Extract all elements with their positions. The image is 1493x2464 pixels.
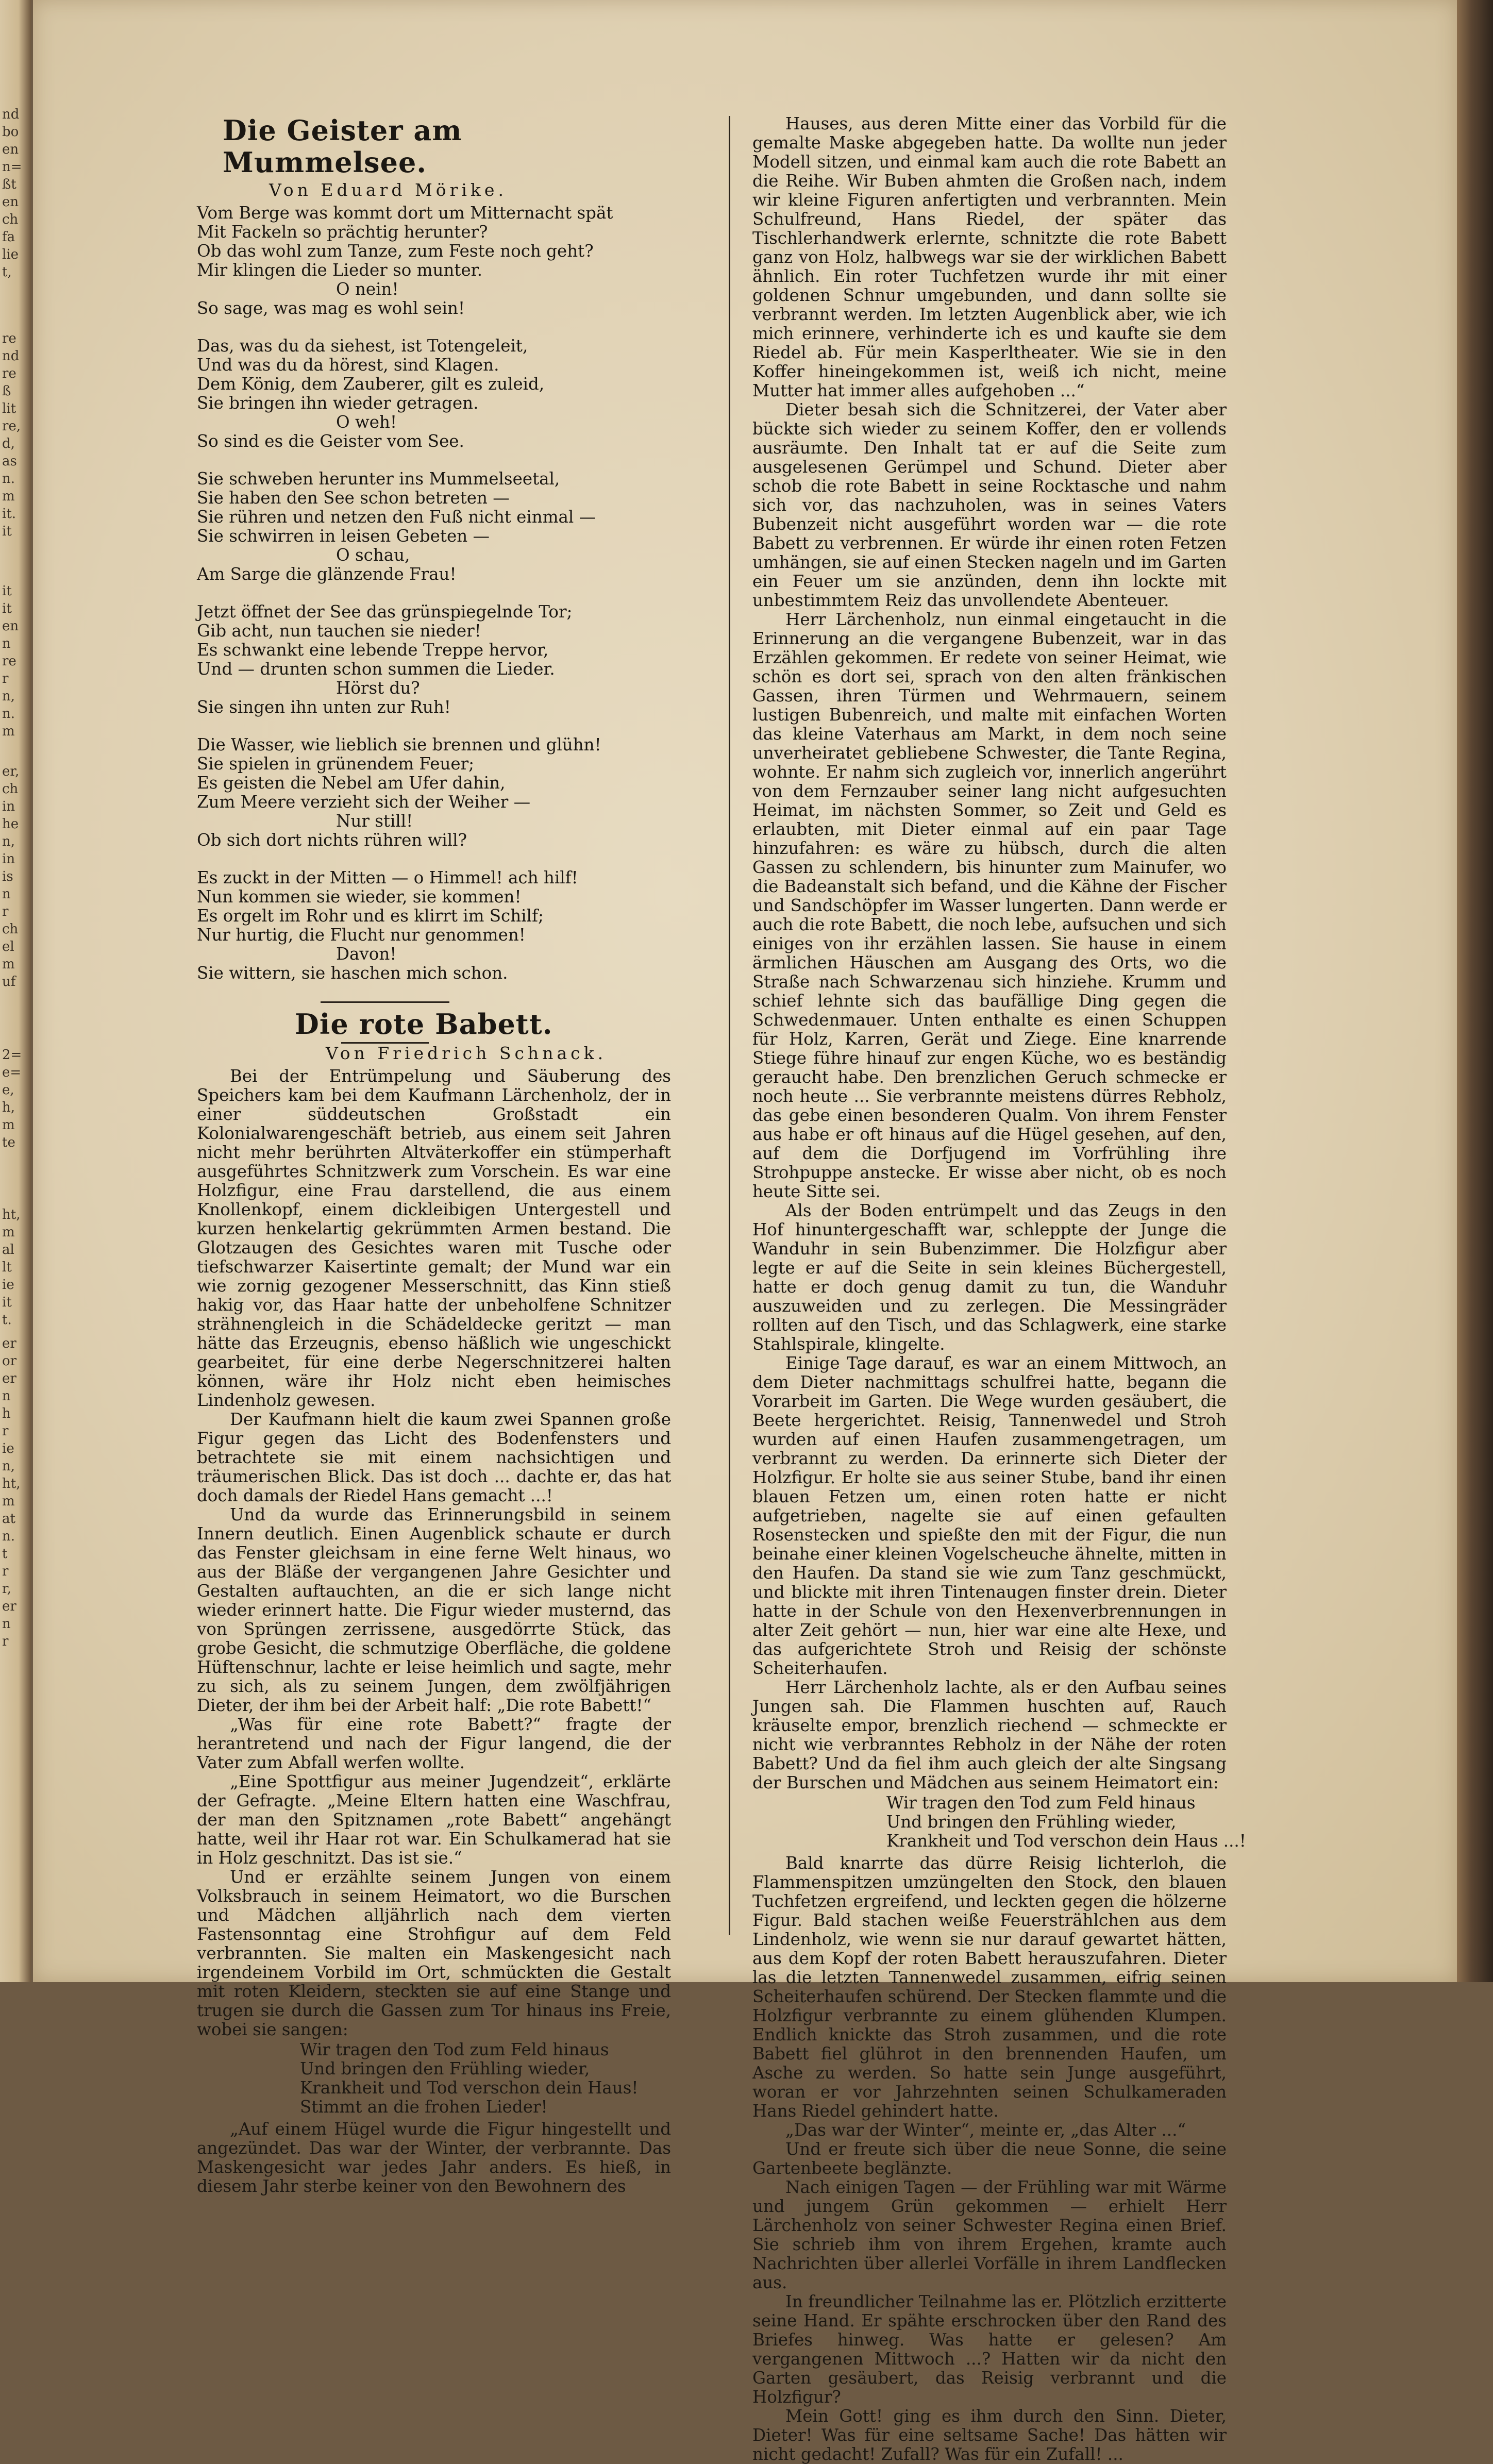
story-paragraph: In freundlicher Teilnahme las er. Plötzlich erzitterte seine Hand. Er spähte erschrocken über den Rand des Briefes hinweg. Was hatte er gelesen? Am vergangenen Mittwoch ...? Hatten wir da nicht den Garten gesäubert, das Reisig verbrannt und die Holzfigur?: [752, 2292, 1227, 2407]
verse-line: Krankheit und Tod verschon dein Haus!: [300, 2078, 639, 2098]
edge-fragment: ht, m al lt ie it t.: [2, 1207, 21, 1328]
poem-line: Sie schwirren in leisen Gebeten —: [197, 526, 490, 546]
story-paragraph: Als der Boden entrümpelt und das Zeugs in den Hof hinuntergeschafft war, schleppte der Junge die Wanduhr in sein Bubenzimmer. Die Holzfigur aber legte er auf die Seite in sein kleines Büchergestell, hatte er doch genug damit zu tun, die Wanduhr auszuweiden und zu zerlegen. Die Messingräder rollten auf den Tisch, und das Schlagwerk, eine starke Stahlspirale, klingelte.: [752, 1201, 1227, 1354]
story-paragraph: Herr Lärchenholz, nun einmal eingetaucht in die Erinnerung an die vergangene Bubenzeit, war in das Erzählen gekommen. Er redete von seiner Heimat, wie schön es dort sei, sprach von den alten fränkischen Gassen, ihren Türmen und Wehrmauern, seinem lustigen Bubenreich, und malte mit einfachen Worten das kleine Vaterhaus am Markt, in dem noch seine unverheiratet gebliebene Schwester, die Tante Regina, wohnte. Er nahm sich zugleich vor, innerlich angerührt von dem Fernzauber seiner lang nicht aufgesuchten Heimat, im nächsten Sommer, so Zeit und Geld es erlaubten, mit Dieter einmal auf ein paar Tage hinzufahren: es wäre zu hübsch, durch die alten Gassen zu schlendern, bis hinunter zum Mainufer, wo die Badeanstalt sich befand, und die Kähne der Fischer und Sandschöpfer im Wasser lungerten. Dann werde er auch die rote Babett, die noch lebe, aufsuchen und sich einiges von ihr erzählen lassen. Sie hause in einem ärmlichen Häuschen am Ausgang des Orts, wo die Straße nach Schwarzenau sich hinziehe. Krumm und schief lehnte sich das baufällige Ding gegen die Schwedenmauer. Unten enthalte es einen Schuppen für Holz, Karren, Gerät und Ziege. Eine knarrende Stiege führe hinauf zur engen Küche, wo es beständig geraucht habe. Den brenzlichen Geruch schmecke er noch heute ... Sie verbrannte meistens dürres Rebholz, das gebe einen besonderen Qualm. Von ihrem Fenster aus habe er oft hinaus auf die Hügel gesehen, auf den, auf dem die Dorfjugend im Vorfrühling ihre Strohpuppe anstecke. Er wisse aber nicht, ob es noch heute Sitte sei.: [752, 610, 1227, 1201]
poem-byline: Von Eduard Mörike.: [269, 180, 507, 200]
poem-line: Ob das wohl zum Tanze, zum Feste noch geht?: [197, 241, 594, 261]
story-paragraph: Nach einigen Tagen — der Frühling war mit Wärme und jungem Grün gekommen — erhielt Herr Lärchenholz von seiner Schwester Regina einen Brief. Sie schrieb ihm von ihrem Ergehen, kramte auch Nachrichten über allerlei Vorfälle in ihrem Landflecken aus.: [752, 2177, 1227, 2292]
story-paragraph: Mein Gott! ging es ihm durch den Sinn. Dieter, Dieter! Was für eine seltsame Sache! Das hätten wir nicht gedacht! Zufall? Was für ein Zufall! ...: [752, 2406, 1227, 2464]
adjacent-page-strip: [0, 0, 31, 1982]
poem-stanza: [197, 470, 671, 584]
story-title: Die rote Babett.: [295, 1008, 553, 1041]
poem-refrain: O schau,: [336, 545, 410, 565]
poem-line: Dem König, dem Zauberer, gilt es zuleid,: [197, 374, 545, 394]
folk-song-verse: [300, 2040, 671, 2117]
story-paragraph: „Auf einem Hügel wurde die Figur hingestellt und angezündet. Das war der Winter, der verbrannte. Das Maskengesicht war jedes Jahr anders. Es hieß, in diesem Jahr sterbe keiner von den Bewohnern des: [197, 2119, 671, 2196]
poem-line: Und was du da hörest, sind Klagen.: [197, 355, 499, 375]
verse-line: Krankheit und Tod verschon dein Haus ...!: [886, 1831, 1246, 1851]
poem-title: Die Geister am Mummelsee.: [223, 114, 462, 179]
poem-refrain: Nur still!: [336, 811, 413, 831]
poem-stanza: [197, 204, 671, 318]
poem-refrain: Davon!: [336, 944, 397, 964]
poem-closing-line: Am Sarge die glänzende Frau!: [197, 564, 457, 584]
poem-stanza: [197, 602, 671, 717]
story-paragraph: Dieter besah sich die Schnitzerei, der Vater aber bückte sich wieder zu seinem Koffer, den er vollends ausräumte. Den Inhalt tat er auf die Seite zum ausgelesenen Gerümpel und Schund. Dieter aber schob die rote Babett in seine Rocktasche und nahm sich vor, das nachzuholen, was in seines Vaters Bubenzeit nicht ausgeführt worden war — die rote Babett zu verbrennen. Er würde ihr einen roten Fetzen umhängen, sie auf einen Stecken nageln und im Garten ein Feuer um sie anzünden, denn ihn lockte mit unbestimmtem Reiz das unvollendete Abenteuer.: [752, 400, 1227, 610]
story-paragraph: Und er freute sich über die neue Sonne, die seine Gartenbeete beglänzte.: [752, 2139, 1227, 2178]
poem-line: Es schwankt eine lebende Treppe hervor,: [197, 640, 549, 660]
story-paragraph: Und da wurde das Erinnerungsbild in seinem Innern deutlich. Einen Augenblick schaute er durch das Fenster gleichsam in eine ferne Welt hinaus, wo aus der Bläße der vergangenen Jahre Gesichter und Gestalten auftauchten, an die er sich lange nicht wieder erinnert hatte. Die Figur wieder musternd, das von Sprüngen zerrissene, ausgedörrte Stück, das grobe Gesicht, die schmutzige Oberfläche, die goldene Hüftenschnur, lachte er leise heimlich und sagte, mehr zu sich, als zu seinem Jungen, dem zwölfjährigen Dieter, der ihm bei der Arbeit half: „Die rote Babett!“: [197, 1505, 671, 1715]
verse-line: Und bringen den Frühling wieder,: [886, 1812, 1177, 1832]
edge-fragment: er or er n h r ie n, ht, m at n. t r r, er n r: [2, 1336, 21, 1649]
poem-closing-line: So sind es die Geister vom See.: [197, 431, 464, 451]
poem-refrain: Hörst du?: [336, 678, 420, 698]
poem-line: Das, was du da siehest, ist Totengeleit,: [197, 336, 528, 356]
poem-line: Sie schweben herunter ins Mummelseetal,: [197, 469, 560, 489]
poem-closing-line: So sage, was mag es wohl sein!: [197, 298, 465, 318]
story-body-right-end: [752, 1854, 1227, 2464]
edge-fragment: it it en n re r n, n. m: [2, 583, 19, 739]
poem-line: Es zuckt in der Mitten — o Himmel! ach hilf!: [197, 868, 578, 887]
poem-body: [197, 204, 671, 983]
story-body-right: [752, 114, 1227, 1792]
story-paragraph: Hauses, aus deren Mitte einer das Vorbild für die gemalte Maske abgegeben hatte. Da wollte nun jeder Modell sitzen, und einmal kam auch die rote Babett an die Reihe. Wir Buben ahmten die Großen nach, indem wir kleine Figuren anfertigten und verbrannten. Mein Schulfreund, Hans Riedel, der später das Tischlerhandwerk erlernte, schnitzte die rote Babett ganz von Holz, halbwegs war sie der wirklichen Babett ähnlich. Ein roter Tuchfetzen wurde ihr mit einer goldenen Schnur umgebunden, und dann sollte sie verbrannt werden. Im letzten Augenblick aber, wie ich mich erinnere, verhinderte ich es und kaufte sie dem Riedel ab. Für mein Kasperltheater. Wie sie in den Koffer hineingekommen ist, weiß ich nicht, meine Mutter hat immer alles aufgehoben ...“: [752, 114, 1227, 400]
edge-fragment: re nd re ß lit re, d, as n. m it. it: [2, 331, 21, 539]
poem-stanza: [197, 868, 671, 983]
verse-line: Wir tragen den Tod zum Feld hinaus: [886, 1793, 1196, 1813]
story-paragraph: Bald knarrte das dürre Reisig lichterloh, die Flammenspitzen umzüngelten den Stock, den blauen Tuchfetzen ergreifend, und leckten gegen die hölzerne Figur. Bald stachen weiße Feuerstrählchen aus dem Lindenholz, wie wenn sie nur darauf gewartet hätten, aus dem Kopf der roten Babett herauszufahren. Dieter las die letzten Tannenwedel zusammen, eifrig seinen Scheiterhaufen schürend. Der Stecken flammte und die Holzfigur verbrannte zu einem glühenden Klumpen. Endlich knickte das Stroh zusammen, und die rote Babett fiel glührot in den brennenden Haufen, um Asche zu werden. So hatte sein Junge ausgeführt, woran er vor Jahrzehnten seinen Schulkameraden Hans Riedel gehindert hatte.: [752, 1853, 1227, 2121]
right-column: [752, 114, 1246, 2464]
poem-line: Es orgelt im Rohr und es klirrt im Schilf;: [197, 906, 544, 926]
poem-line: Sie haben den See schon betreten —: [197, 488, 510, 508]
poem-line: Sie bringen ihn wieder getragen.: [197, 393, 479, 413]
poem-line: Nun kommen sie wieder, sie kommen!: [197, 887, 522, 907]
edge-fragment: nd bo en n= ßt en ch fa lie t,: [2, 107, 22, 280]
poem-line: Und — drunten schon summen die Lieder.: [197, 659, 555, 679]
column-divider: [729, 116, 730, 1935]
story-paragraph: Der Kaufmann hielt die kaum zwei Spannen große Figur gegen das Licht des Bodenfensters und betrachtete sie mit einem nachsichtigen und träumerischen Blick. Das ist doch ... dachte er, das hat doch damals der Riedel Hans gemacht ...!: [197, 1410, 671, 1505]
poem-closing-line: Ob sich dort nichts rühren will?: [197, 830, 467, 850]
poem-closing-line: Sie wittern, sie haschen mich schon.: [197, 963, 508, 983]
left-column: [197, 114, 671, 2196]
poem-refrain: O weh!: [336, 412, 397, 432]
poem-line: Zum Meere verzieht sich der Weiher —: [197, 792, 531, 812]
poem-closing-line: Sie singen ihn unten zur Ruh!: [197, 697, 451, 717]
story-paragraph: „Das war der Winter“, meinte er, „das Alter ...“: [785, 2120, 1186, 2140]
story-paragraph: Einige Tage darauf, es war an einem Mittwoch, an dem Dieter nachmittags schulfrei hatte, begann die Vorarbeit im Garten. Die Wege wurden gesäubert, die Beete hergerichtet. Reisig, Tannenwedel und Stroh wurden auf einen Haufen zusammengetragen, um verbrannt zu werden. Da erinnerte sich Dieter der Holzfigur. Er holte sie aus seiner Stube, band ihr einen blauen Fetzen um, einen roten hatte er nicht aufgetrieben, nagelte sie auf einen gefaulten Rosenstecken und spießte den mit der Figur, die nun beinahe einer kleinen Vogelscheuche ähnelte, mitten in den Haufen. Da stand sie wie zum Tanz geschmückt, und blickte mit ihren Tintenaugen finster drein. Dieter hatte in der Schule von den Hexenverbrennungen in alter Zeit gehört — nun, hier war eine alte Hexe, und das aufgerichtete Stroh und Reisig der schönste Scheiterhaufen.: [752, 1353, 1227, 1678]
folk-song-verse: [886, 1793, 1246, 1851]
verse-line: Und bringen den Frühling wieder,: [300, 2059, 590, 2079]
poem-line: Jetzt öffnet der See das grünspiegelnde Tor;: [197, 602, 573, 622]
poem-stanza: [197, 735, 671, 850]
edge-fragment: 2= e= e, h, m te: [2, 1047, 22, 1150]
poem-line: Mit Fackeln so prächtig herunter?: [197, 222, 488, 242]
story-body-left: [197, 1067, 671, 2039]
story-paragraph: „Was für eine rote Babett?“ fragte der herantretend und nach der Figur langend, die der Vater zum Abfall werfen wollte.: [197, 1715, 671, 1772]
book-binding-edge: [1457, 0, 1493, 1982]
section-divider: [321, 1001, 449, 1003]
poem-stanza: [197, 337, 671, 451]
story-paragraph: Bei der Entrümpelung und Säuberung des Speichers kam bei dem Kaufmann Lärchenholz, der in einer süddeutschen Großstadt ein Kolonialwarengeschäft betrieb, aus einem seit Jahren nicht mehr berührten Altväterkoffer ein stümperhaft ausgeführtes Schnitzwerk zum Vorschein. Es war eine Holzfigur, eine Frau darstellend, die aus einem Knollenkopf, einem dickleibigen Untergestell und kurzen henkelartig gekrümmten Armen bestand. Die Glotzaugen des Gesichtes waren mit Tusche oder tiefschwarzer Kaisertinte gemalt; der Mund war ein wie zornig gezogener Messerschnitt, das Kinn stieß hakig vor, das Haar hatte der unbeholfene Schnitzer strähnengleich in die Schädeldecke geritzt — man hätte das Erzeugnis, ebenso häßlich wie ungeschickt gearbeitet, für eine derbe Negerschnitzerei halten können, wäre ihr Holz nicht eben heimisches Lindenholz gewesen.: [197, 1066, 671, 1410]
poem-line: Mir klingen die Lieder so munter.: [197, 260, 482, 280]
verse-line: Stimmt an die frohen Lieder!: [300, 2097, 548, 2117]
poem-line: Es geisten die Nebel am Ufer dahin,: [197, 773, 506, 793]
story-byline: Von Friedrich Schnack.: [326, 1043, 607, 1063]
story-paragraph: „Eine Spottfigur aus meiner Jugendzeit“, erklärte der Gefragte. „Meine Eltern hatten eine Waschfrau, der man den Spitznamen „rote Babett“ angehängt hatte, weil ihr Haar rot war. Ein Schulkamerad hat sie in Holz geschnitzt. Das ist sie.“: [197, 1772, 671, 1868]
poem-refrain: O nein!: [336, 279, 399, 299]
poem-line: Gib acht, nun tauchen sie nieder!: [197, 621, 481, 641]
poem-line: Vom Berge was kommt dort um Mitternacht spät: [197, 203, 613, 223]
poem-line: Die Wasser, wie lieblich sie brennen und glühn!: [197, 735, 601, 755]
edge-fragment: er, ch in he n, in is n r ch el m uf: [2, 764, 20, 990]
poem-line: Sie rühren und netzen den Fuß nicht einmal —: [197, 507, 596, 527]
story-paragraph: Und er erzählte seinem Jungen von einem Volksbrauch in seinem Heimatort, wo die Burschen und Mädchen alljährlich nach dem vierten Fastensonntag eine Strohfigur auf dem Feld verbrannten. Sie malten ein Maskengesicht nach irgendeinem Vorbild im Ort, schmückten die Gestalt mit roten Kleidern, steckten sie auf eine Stange und trugen sie durch die Gassen zum Tor hinaus ins Freie, wobei sie sangen:: [197, 1867, 671, 2039]
story-paragraph: Herr Lärchenholz lachte, als er den Aufbau seines Jungen sah. Die Flammen huschten auf, Rauch kräuselte empor, brenzlich riechend — schmeckte er nicht wie verbranntes Rebholz in der Nähe der roten Babett? Und da fiel ihm auch gleich der alte Singsang der Burschen und Mädchen aus seinem Heimatort ein:: [752, 1678, 1227, 1792]
poem-line: Sie spielen in grünendem Feuer;: [197, 754, 475, 774]
poem-line: Nur hurtig, die Flucht nur genommen!: [197, 925, 526, 945]
verse-line: Wir tragen den Tod zum Feld hinaus: [300, 2040, 609, 2059]
